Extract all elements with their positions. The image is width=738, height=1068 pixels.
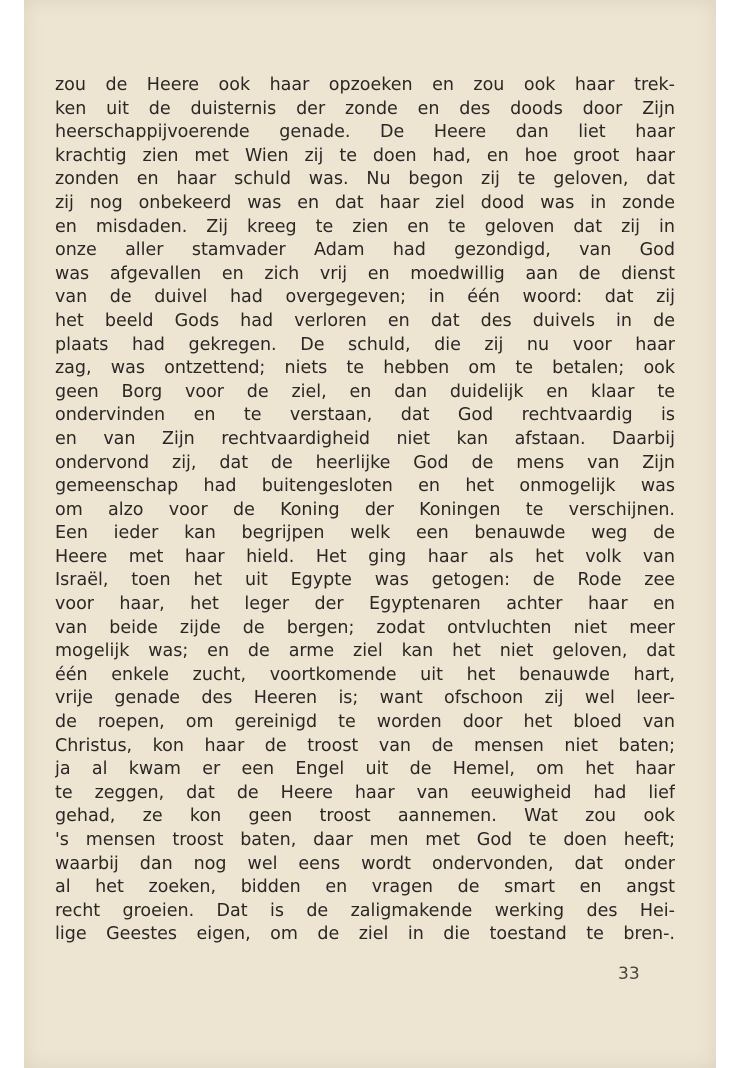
- text-line: was afgevallen en zich vrij en moedwillig aan de dienst: [55, 263, 675, 284]
- text-line: geen Borg voor de ziel, en dan duidelijk en klaar te: [55, 381, 675, 402]
- text-line: ja al kwam er een Engel uit de Hemel, om het haar: [55, 759, 675, 780]
- text-line: gehad, ze kon geen troost aannemen. Wat zou ook: [55, 806, 675, 827]
- text-line: Christus, kon haar de troost van de mensen niet baten;: [55, 735, 675, 756]
- text-line: mogelijk was; en de arme ziel kan het niet geloven, dat: [55, 641, 675, 662]
- text-line: om alzo voor de Koning der Koningen te verschijnen.: [55, 499, 675, 520]
- text-line: Een ieder kan begrijpen welk een benauwde weg de: [55, 523, 675, 544]
- text-line: de roepen, om gereinigd te worden door het bloed van: [55, 712, 675, 733]
- book-page: [24, 0, 716, 1068]
- text-line: vrije genade des Heeren is; want ofschoon zij wel leer-: [55, 688, 675, 709]
- text-line: ondervond zij, dat de heerlijke God de mens van Zijn: [55, 452, 675, 473]
- text-line: al het zoeken, bidden en vragen de smart en angst: [55, 877, 675, 898]
- text-line: voor haar, het leger der Egyptenaren achter haar en: [55, 594, 675, 615]
- text-line: Heere met haar hield. Het ging haar als het volk van: [55, 546, 675, 567]
- text-line: zou de Heere ook haar opzoeken en zou ook haar trek-: [55, 75, 675, 95]
- text-line: Israël, toen het uit Egypte was getogen: de Rode zee: [55, 570, 675, 591]
- text-line: recht groeien. Dat is de zaligmakende werking des Hei-: [55, 900, 675, 921]
- text-line: lige Geestes eigen, om de ziel in die toestand te bren-.: [55, 924, 675, 945]
- text-line: krachtig zien met Wien zij te doen had, en hoe groot haar: [55, 145, 675, 166]
- text-line: en van Zijn rechtvaardigheid niet kan afstaan. Daarbij: [55, 428, 675, 449]
- text-line: zag, was ontzettend; niets te hebben om te betalen; ook: [55, 358, 675, 379]
- text-line: waarbij dan nog wel eens wordt ondervonden, dat onder: [55, 853, 675, 874]
- text-line: en misdaden. Zij kreeg te zien en te geloven dat zij in: [55, 216, 675, 237]
- text-line: ken uit de duisternis der zonde en des doods door Zijn: [55, 98, 675, 119]
- text-line: plaats had gekregen. De schuld, die zij nu voor haar: [55, 334, 675, 355]
- text-line: te zeggen, dat de Heere haar van eeuwigheid had lief: [55, 782, 675, 803]
- text-line: gemeenschap had buitengesloten en het onmogelijk was: [55, 476, 675, 497]
- text-line: van beide zijde de bergen; zodat ontvluchten niet meer: [55, 617, 675, 638]
- body-text: [55, 74, 675, 947]
- text-line: één enkele zucht, voortkomende uit het benauwde hart,: [55, 664, 675, 685]
- text-line: 's mensen troost baten, daar men met God te doen heeft;: [55, 830, 675, 850]
- text-line: het beeld Gods had verloren en dat des duivels in de: [55, 310, 675, 331]
- text-line: ondervinden en te verstaan, dat God rechtvaardig is: [55, 405, 675, 426]
- text-line: heerschappijvoerende genade. De Heere dan liet haar: [55, 122, 675, 143]
- text-line: onze aller stamvader Adam had gezondigd, van God: [55, 240, 675, 261]
- page-number: 33: [618, 964, 640, 984]
- text-line: zonden en haar schuld was. Nu begon zij te geloven, dat: [55, 169, 675, 190]
- text-line: van de duivel had overgegeven; in één woord: dat zij: [55, 287, 675, 308]
- text-line: zij nog onbekeerd was en dat haar ziel dood was in zonde: [55, 192, 675, 213]
